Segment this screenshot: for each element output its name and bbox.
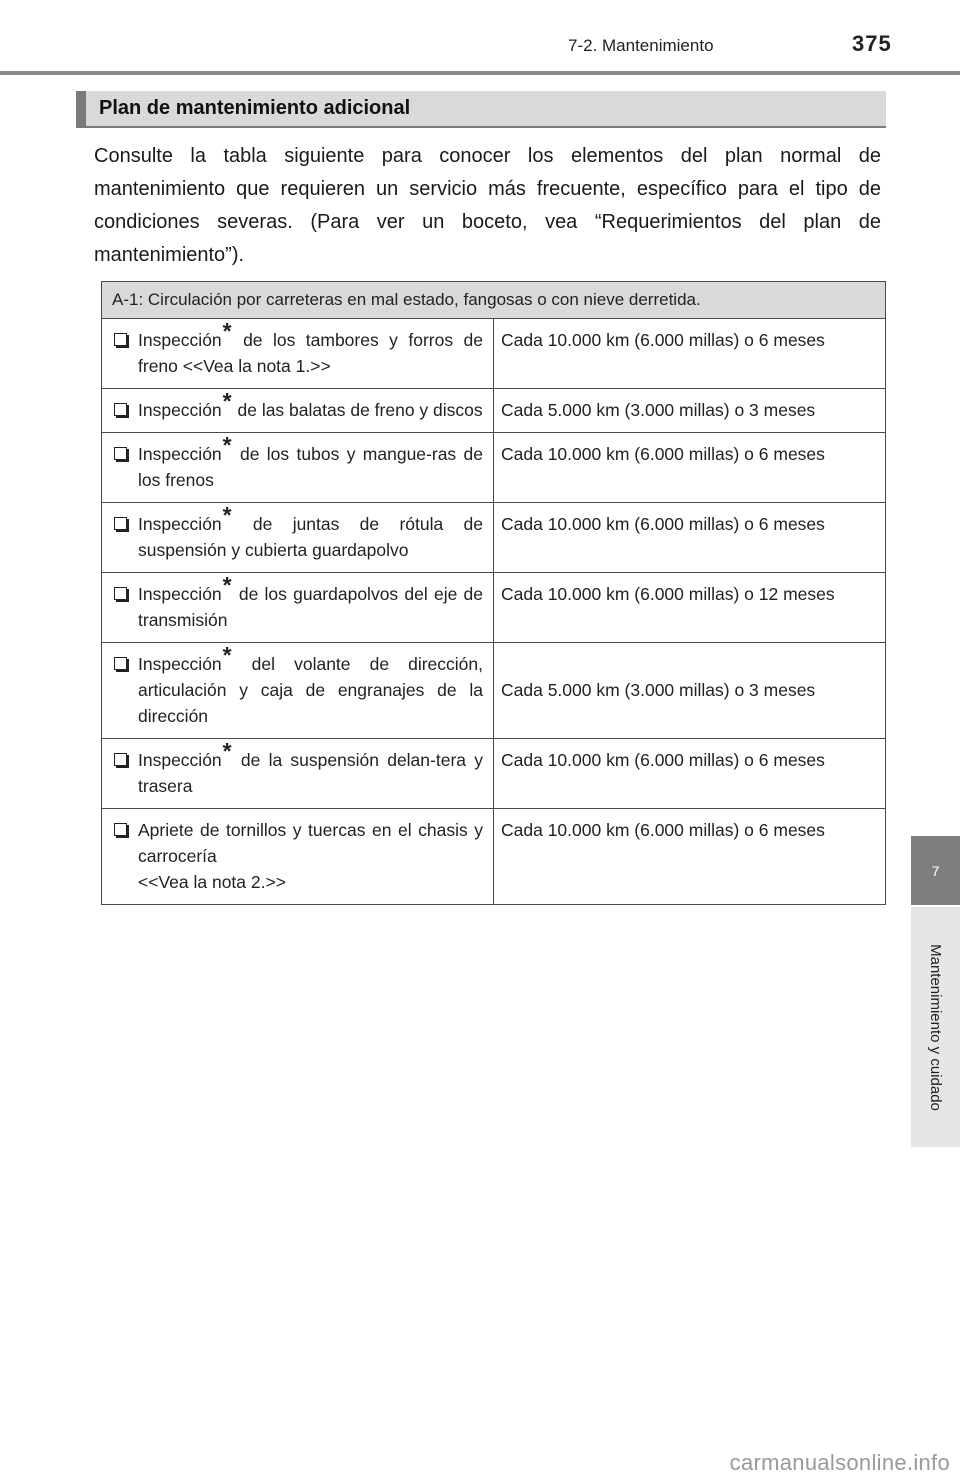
frequency-cell: Cada 5.000 km (3.000 millas) o 3 meses xyxy=(494,389,886,433)
intro-paragraph: Consulte la tabla siguiente para conocer los elementos del plan normal de mantenimiento que requieren un servicio más frecuente, específico para el tipo de condiciones severas. (Para ver un boceto, vea “Requerimientos del plan de mantenimiento”). xyxy=(94,145,881,266)
chapter-tab-number[interactable]: 7 xyxy=(911,836,960,905)
table-row xyxy=(102,389,886,433)
frequency-cell: Cada 10.000 km (6.000 millas) o 6 meses xyxy=(494,739,886,809)
checkbox-icon xyxy=(114,823,127,836)
frequency-cell: Cada 5.000 km (3.000 millas) o 3 meses xyxy=(494,643,886,739)
checkbox-icon xyxy=(114,753,127,766)
note-reference: <<Vea la nota 2.>> xyxy=(138,872,286,892)
checkbox-icon xyxy=(114,587,127,600)
maintenance-table xyxy=(101,281,886,905)
checkbox-icon xyxy=(114,657,127,670)
item-cell: Inspección* del volante de dirección, articulación y caja de engranajes de la dirección xyxy=(102,643,494,739)
asterisk-icon: * xyxy=(222,388,232,414)
item-cell: Inspección* de las balatas de freno y discos xyxy=(102,389,494,433)
asterisk-icon: * xyxy=(222,432,232,458)
asterisk-icon: * xyxy=(222,572,232,598)
table-row xyxy=(102,809,886,905)
table-row xyxy=(102,573,886,643)
page-number: 375 xyxy=(852,31,892,56)
item-cell: Inspección* de los guardapolvos del eje de transmisión xyxy=(102,573,494,643)
checkbox-icon xyxy=(114,403,127,416)
checkbox-icon xyxy=(114,517,127,530)
item-cell: Inspección* de juntas de rótula de suspensión y cubierta guardapolvo xyxy=(102,503,494,573)
item-cell: Inspección* de la suspensión delan-tera y trasera xyxy=(102,739,494,809)
table-row xyxy=(102,643,886,739)
table-heading-row xyxy=(102,282,886,319)
checkbox-icon xyxy=(114,447,127,460)
asterisk-icon: * xyxy=(222,502,232,528)
chapter-tab-label-text: Mantenimiento y cuidado xyxy=(927,943,945,1111)
frequency-cell: Cada 10.000 km (6.000 millas) o 6 meses xyxy=(494,319,886,389)
header-divider xyxy=(0,71,960,75)
checkbox-icon xyxy=(114,333,127,346)
table-row xyxy=(102,433,886,503)
item-cell: Apriete de tornillos y tuercas en el chasis y carrocería <<Vea la nota 2.>> xyxy=(102,809,494,905)
item-cell: Inspección* de los tambores y forros de freno <<Vea la nota 1.>> xyxy=(102,319,494,389)
asterisk-icon: * xyxy=(222,738,232,764)
frequency-cell: Cada 10.000 km (6.000 millas) o 6 meses xyxy=(494,433,886,503)
table-row xyxy=(102,319,886,389)
table-heading: A-1: Circulación por carreteras en mal estado, fangosas o con nieve derretida. xyxy=(102,282,886,319)
asterisk-icon: * xyxy=(222,318,232,344)
table-row xyxy=(102,739,886,809)
frequency-cell: Cada 10.000 km (6.000 millas) o 6 meses xyxy=(494,503,886,573)
asterisk-icon: * xyxy=(222,642,232,668)
running-header-section: 7-2. Mantenimiento xyxy=(568,36,714,55)
item-cell: Inspección* de los tubos y mangue-ras de los frenos xyxy=(102,433,494,503)
table-row xyxy=(102,503,886,573)
watermark: carmanualsonline.info xyxy=(729,1450,950,1475)
frequency-cell: Cada 10.000 km (6.000 millas) o 6 meses xyxy=(494,809,886,905)
chapter-tab-label[interactable] xyxy=(911,907,960,1147)
frequency-cell: Cada 10.000 km (6.000 millas) o 12 meses xyxy=(494,573,886,643)
section-title: Plan de mantenimiento adicional xyxy=(76,91,886,128)
